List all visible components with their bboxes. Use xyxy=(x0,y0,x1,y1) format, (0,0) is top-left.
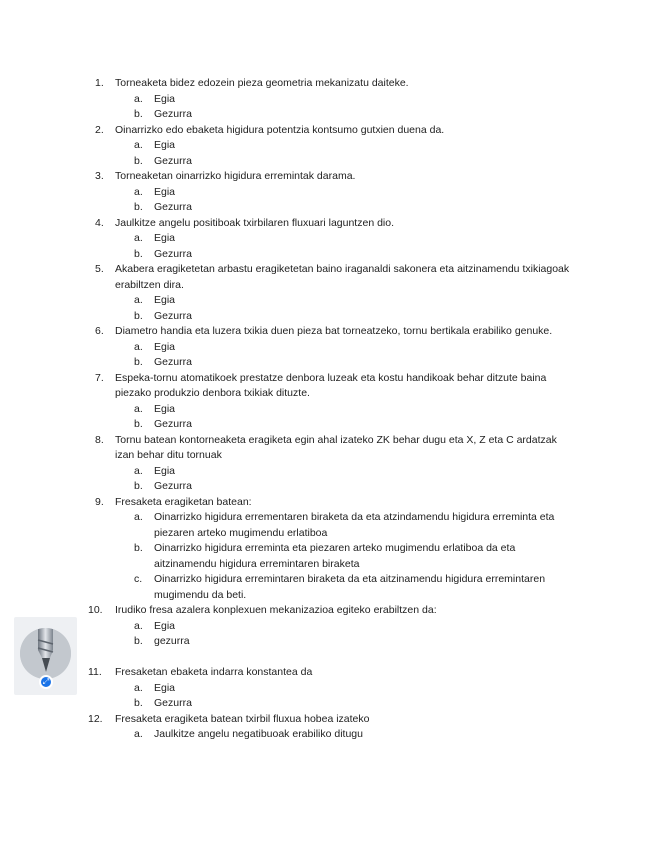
option-text: Egia xyxy=(154,294,176,306)
question-8 xyxy=(0,433,655,464)
option-text: Egia xyxy=(154,139,176,151)
option-letter: b. xyxy=(134,356,143,368)
option-text: Gezurra xyxy=(154,108,192,120)
question-text: Fresaketa eragiketa batean txirbil fluxua hobea izateko xyxy=(115,712,370,725)
option-item xyxy=(0,185,655,201)
option-text: Egia xyxy=(154,402,176,415)
option-letter: b. xyxy=(134,154,143,167)
question-text: Akabera eragiketetan arbastu eragiketetan baino iraganaldi sakonera eta aitzinamendu txikiagoak erabiltzen dira. xyxy=(115,263,570,291)
option-item xyxy=(0,572,655,603)
question-number: 4. xyxy=(95,216,104,229)
question-text: Fresaketa eragiketan batean: xyxy=(115,495,252,508)
option-letter: a. xyxy=(134,619,143,632)
question-4 xyxy=(0,216,655,232)
option-item xyxy=(0,619,655,635)
question-number: 9. xyxy=(95,495,104,508)
option-text: Egia xyxy=(154,619,176,632)
option-text: Egia xyxy=(154,232,176,244)
option-item xyxy=(0,681,655,697)
option-letter: b. xyxy=(134,480,143,492)
option-text: Egia xyxy=(154,464,176,477)
option-item xyxy=(0,417,655,433)
question-text: Torneaketan oinarrizko higidura erremintak darama. xyxy=(115,170,356,182)
option-letter: b. xyxy=(134,542,143,554)
option-item xyxy=(0,479,655,495)
question-11 xyxy=(0,665,655,681)
question-text: Fresaketan ebaketa indarra konstantea da xyxy=(115,666,313,678)
option-text: Oinarrizko higidura erremintaren biraketa da eta aitzinamendu higidura erremintaren mugimendu da beti. xyxy=(154,573,546,601)
question-number: 8. xyxy=(95,433,104,446)
milling-cutter-image xyxy=(20,628,71,679)
option-letter: a. xyxy=(134,402,143,415)
option-letter: b. xyxy=(134,418,143,430)
option-item xyxy=(0,696,655,712)
option-letter: a. xyxy=(134,464,143,477)
option-text: Gezurra xyxy=(154,356,192,368)
question-text: Espeka-tornu atomatikoek prestatze denbora luzeak eta kostu handikoak behar ditzute baina piezako produkzio denbora txikiak dituzte. xyxy=(115,371,547,399)
question-number: 11. xyxy=(88,666,102,678)
question-5 xyxy=(0,262,655,293)
question-1 xyxy=(0,76,655,92)
option-text: Oinarrizko higidura erreminta eta piezaren arteko mugimendu erlatiboa da eta aitzinamendu higidura erremintaren biraketa xyxy=(154,542,516,570)
option-text: Oinarrizko higidura errementaren biraketa da eta atzindamendu higidura erreminta eta piezaren arteko mugimendu erlatiboa xyxy=(154,511,555,539)
milling-cutter-thumbnail[interactable] xyxy=(14,617,77,695)
option-item xyxy=(0,541,655,572)
option-item xyxy=(0,355,655,371)
option-item xyxy=(0,231,655,247)
option-letter: c. xyxy=(134,573,143,585)
option-text: Gezurra xyxy=(154,480,192,492)
option-item xyxy=(0,727,655,743)
option-item xyxy=(0,247,655,263)
option-item xyxy=(0,200,655,216)
option-item xyxy=(0,138,655,154)
option-item xyxy=(0,464,655,480)
question-number: 7. xyxy=(95,371,104,384)
option-letter: a. xyxy=(134,92,143,105)
question-text: Tornu batean kontorneaketa eragiketa egin ahal izateko ZK behar dugu eta X, Z eta C ardatzak izan behar ditu tornuak xyxy=(115,433,557,461)
option-text: Gezurra xyxy=(154,247,192,260)
option-text: Egia xyxy=(154,340,176,353)
question-2 xyxy=(0,123,655,139)
question-9 xyxy=(0,495,655,511)
option-letter: b. xyxy=(134,635,143,647)
option-letter: a. xyxy=(134,340,143,353)
option-item xyxy=(0,309,655,325)
question-12 xyxy=(0,712,655,728)
expand-icon[interactable]: ⤢ xyxy=(39,675,53,689)
blank-line xyxy=(0,650,655,666)
option-item xyxy=(0,340,655,356)
option-letter: a. xyxy=(134,511,143,523)
option-text: Gezurra xyxy=(154,201,192,213)
question-text: Irudiko fresa azalera konplexuen mekanizazioa egiteko erabiltzen da: xyxy=(115,604,437,616)
option-letter: a. xyxy=(134,185,143,198)
question-number: 5. xyxy=(95,263,104,275)
option-item xyxy=(0,510,655,541)
question-number: 1. xyxy=(95,77,104,89)
option-letter: b. xyxy=(134,247,143,260)
question-3 xyxy=(0,169,655,185)
option-letter: b. xyxy=(134,309,143,322)
option-letter: b. xyxy=(134,201,143,213)
question-text: Oinarrizko edo ebaketa higidura potentzia kontsumo gutxien duena da. xyxy=(115,123,445,136)
question-10 xyxy=(0,603,655,619)
quiz-document xyxy=(0,76,655,743)
option-letter: b. xyxy=(134,697,143,709)
option-letter: a. xyxy=(134,681,143,694)
option-item xyxy=(0,402,655,418)
option-text: Gezurra xyxy=(154,309,192,322)
option-text: Gezurra xyxy=(154,697,192,709)
option-text: Egia xyxy=(154,681,176,694)
question-number: 2. xyxy=(95,123,104,136)
option-letter: a. xyxy=(134,232,143,244)
question-text: Diametro handia eta luzera txikia duen pieza bat torneatzeko, tornu bertikala erabiliko genuke. xyxy=(115,325,553,337)
question-text: Jaulkitze angelu positiboak txirbilaren fluxuari laguntzen dio. xyxy=(115,216,394,229)
question-number: 12. xyxy=(88,712,103,725)
option-letter: a. xyxy=(134,728,143,740)
option-item xyxy=(0,92,655,108)
option-item xyxy=(0,154,655,170)
option-letter: a. xyxy=(134,139,143,151)
option-item xyxy=(0,634,655,650)
question-text: Torneaketa bidez edozein pieza geometria mekanizatu daiteke. xyxy=(115,77,409,89)
option-text: Egia xyxy=(154,92,176,105)
question-6 xyxy=(0,324,655,340)
question-7 xyxy=(0,371,655,402)
option-text: Egia xyxy=(154,185,176,198)
question-number: 3. xyxy=(95,170,104,182)
option-letter: a. xyxy=(134,294,143,306)
option-text: Jaulkitze angelu negatibuoak erabiliko ditugu xyxy=(154,728,363,740)
question-number: 6. xyxy=(95,325,104,337)
option-item xyxy=(0,107,655,123)
option-text: Gezurra xyxy=(154,418,192,430)
option-letter: b. xyxy=(134,108,143,120)
option-text: Gezurra xyxy=(154,154,192,167)
option-text: gezurra xyxy=(154,635,190,647)
option-item xyxy=(0,293,655,309)
question-number: 10. xyxy=(88,604,103,616)
